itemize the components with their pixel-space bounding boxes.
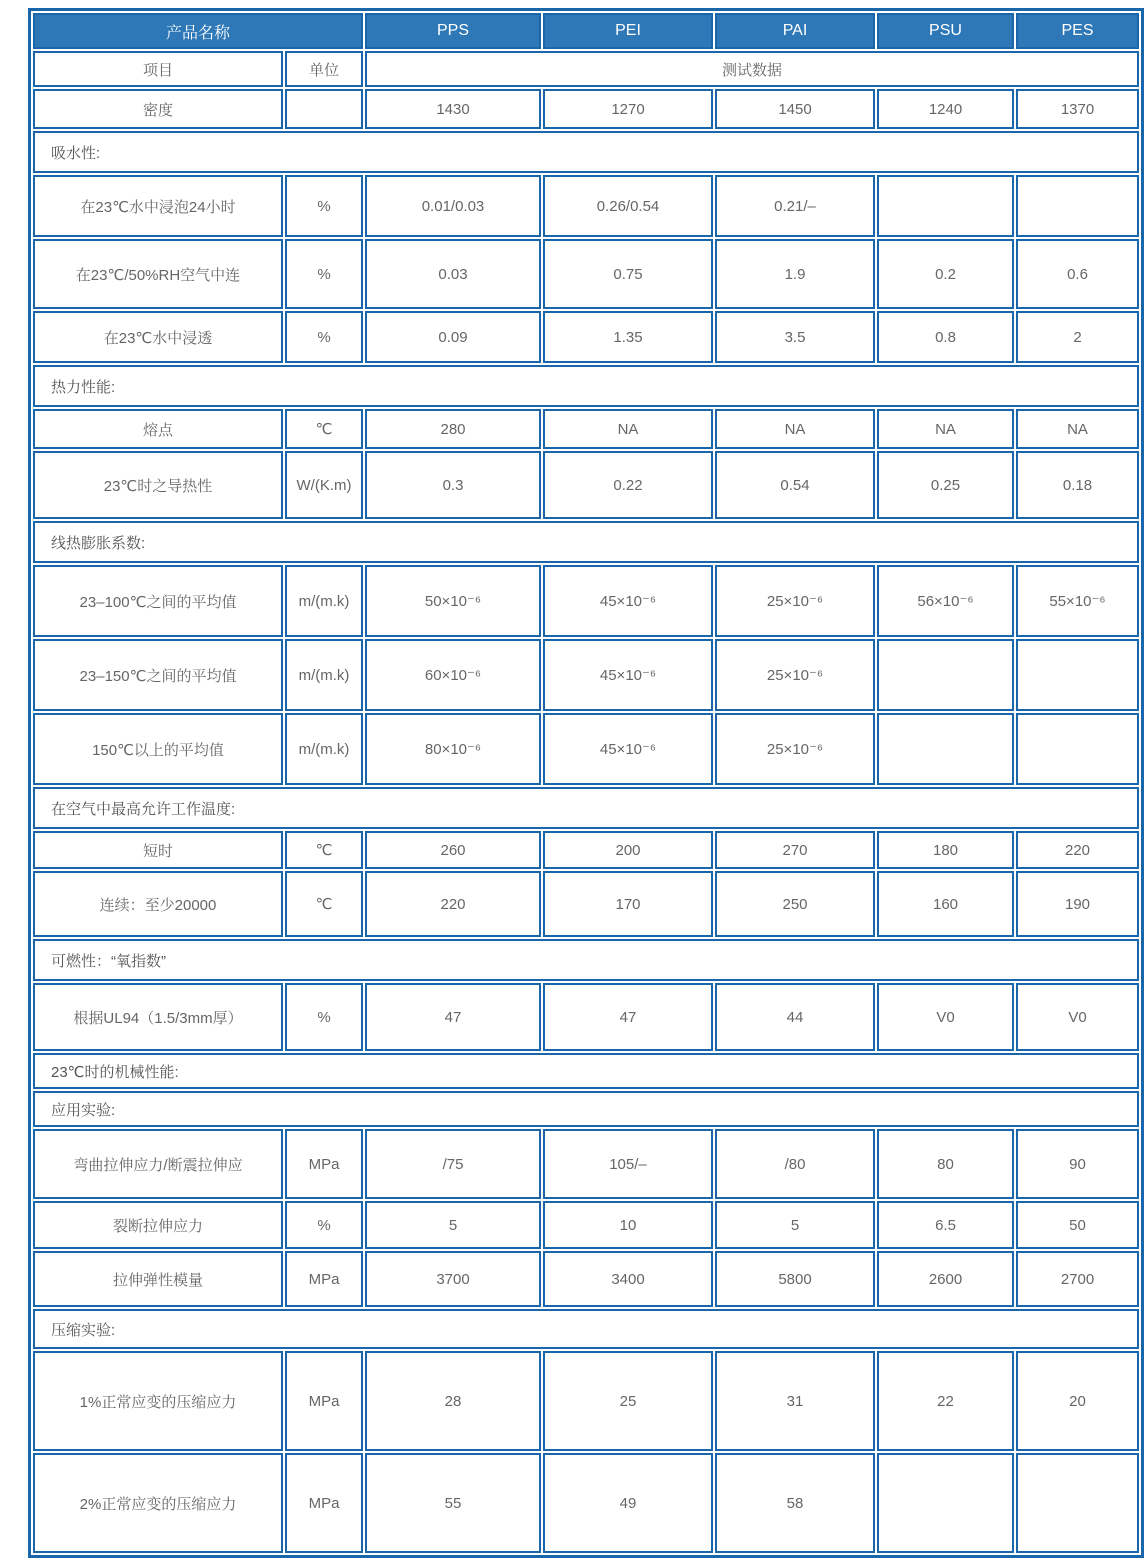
cell-value: 20 [1016,1351,1139,1451]
cell-value: 270 [715,831,875,869]
row-unit: MPa [285,1129,363,1199]
section-row [33,365,1139,407]
cell-value [877,639,1014,711]
cell-value: NA [877,409,1014,449]
cell-value: 50×10⁻⁶ [365,565,541,637]
cell-value: 3700 [365,1251,541,1307]
cell-value: 25 [543,1351,713,1451]
table-row [33,1201,1139,1249]
cell-value: 25×10⁻⁶ [715,639,875,711]
row-unit: % [285,983,363,1051]
cell-value: 0.18 [1016,451,1139,519]
cell-value: 80×10⁻⁶ [365,713,541,785]
cell-value: 47 [365,983,541,1051]
cell-value: 0.3 [365,451,541,519]
table-row [33,1129,1139,1199]
cell-value: 220 [365,871,541,937]
cell-value: 31 [715,1351,875,1451]
table-subheader-row [33,51,1139,87]
row-unit: ℃ [285,871,363,937]
cell-value: 0.2 [877,239,1014,309]
cell-value: 1.9 [715,239,875,309]
cell-value [1016,713,1139,785]
row-label: 23–100℃之间的平均值 [33,565,283,637]
row-unit: % [285,239,363,309]
cell-value: V0 [1016,983,1139,1051]
material-spec-table [28,8,1144,1558]
cell-value: 44 [715,983,875,1051]
table-row [33,239,1139,309]
row-label: 2%正常应变的压缩应力 [33,1453,283,1553]
section-label: 吸水性: [33,131,1139,173]
cell-value: 50 [1016,1201,1139,1249]
row-unit: ℃ [285,831,363,869]
cell-value: NA [543,409,713,449]
cell-value: 0.25 [877,451,1014,519]
cell-value: 55×10⁻⁶ [1016,565,1139,637]
cell-value: 3400 [543,1251,713,1307]
row-unit [285,89,363,129]
cell-value: 28 [365,1351,541,1451]
table-row [33,175,1139,237]
cell-value: 220 [1016,831,1139,869]
row-label: 连续：至少20000 [33,871,283,937]
test-data-header: 测试数据 [365,51,1139,87]
cell-value: 1370 [1016,89,1139,129]
row-label: 150℃以上的平均值 [33,713,283,785]
cell-value: /75 [365,1129,541,1199]
cell-value: 260 [365,831,541,869]
table-row [33,565,1139,637]
cell-value: 5 [365,1201,541,1249]
cell-value: 6.5 [877,1201,1014,1249]
cell-value [877,713,1014,785]
section-row [33,521,1139,563]
table-header-row [33,13,1139,49]
section-label: 线热膨胀系数: [33,521,1139,563]
cell-value: 3.5 [715,311,875,363]
cell-value: 49 [543,1453,713,1553]
cell-value: 2600 [877,1251,1014,1307]
row-label: 弯曲拉伸应力/断震拉伸应 [33,1129,283,1199]
section-label: 23℃时的机械性能: [33,1053,1139,1089]
cell-value: 280 [365,409,541,449]
section-row [33,131,1139,173]
row-unit: MPa [285,1453,363,1553]
row-unit: % [285,175,363,237]
cell-value: V0 [877,983,1014,1051]
cell-value: NA [1016,409,1139,449]
table-row [33,409,1139,449]
cell-value [877,1453,1014,1553]
row-label: 在23℃水中浸透 [33,311,283,363]
row-label: 熔点 [33,409,283,449]
row-unit: MPa [285,1351,363,1451]
cell-value: 0.75 [543,239,713,309]
cell-value [1016,175,1139,237]
column-header-pps: PPS [365,13,541,49]
cell-value: 105/– [543,1129,713,1199]
table-row [33,639,1139,711]
row-unit: m/(m.k) [285,565,363,637]
cell-value [1016,639,1139,711]
cell-value [1016,1453,1139,1553]
row-unit: % [285,311,363,363]
row-label: 23℃时之导热性 [33,451,283,519]
cell-value [877,175,1014,237]
cell-value: 5 [715,1201,875,1249]
cell-value: 10 [543,1201,713,1249]
section-label: 可燃性：“氧指数” [33,939,1139,981]
cell-value: 0.26/0.54 [543,175,713,237]
row-label: 23–150℃之间的平均值 [33,639,283,711]
cell-value: 200 [543,831,713,869]
row-label: 根据UL94（1.5/3mm厚） [33,983,283,1051]
cell-value: 0.22 [543,451,713,519]
row-unit: MPa [285,1251,363,1307]
row-label: 拉伸弹性模量 [33,1251,283,1307]
table-row [33,983,1139,1051]
row-unit: % [285,1201,363,1249]
column-header-pei: PEI [543,13,713,49]
section-row [33,1091,1139,1127]
cell-value: 250 [715,871,875,937]
cell-value: 1270 [543,89,713,129]
cell-value: 0.54 [715,451,875,519]
cell-value: 60×10⁻⁶ [365,639,541,711]
cell-value: 56×10⁻⁶ [877,565,1014,637]
cell-value: 45×10⁻⁶ [543,713,713,785]
cell-value: 80 [877,1129,1014,1199]
cell-value: 0.8 [877,311,1014,363]
table-row [33,871,1139,937]
cell-value: 190 [1016,871,1139,937]
table-row [33,713,1139,785]
table-row [33,831,1139,869]
section-row [33,1309,1139,1349]
column-header-pai: PAI [715,13,875,49]
section-row [33,939,1139,981]
cell-value: 170 [543,871,713,937]
cell-value: 180 [877,831,1014,869]
item-header: 项目 [33,51,283,87]
section-row [33,787,1139,829]
section-label: 热力性能: [33,365,1139,407]
cell-value: 47 [543,983,713,1051]
cell-value: 25×10⁻⁶ [715,713,875,785]
cell-value: 22 [877,1351,1014,1451]
cell-value: 2700 [1016,1251,1139,1307]
section-label: 应用实验: [33,1091,1139,1127]
section-label: 压缩实验: [33,1309,1139,1349]
cell-value: 45×10⁻⁶ [543,639,713,711]
table-row [33,311,1139,363]
cell-value: 0.21/– [715,175,875,237]
cell-value: 25×10⁻⁶ [715,565,875,637]
row-unit: m/(m.k) [285,639,363,711]
table-row [33,1351,1139,1451]
row-label: 短时 [33,831,283,869]
table-row [33,1453,1139,1553]
cell-value: /80 [715,1129,875,1199]
row-unit: W/(K.m) [285,451,363,519]
column-header-pes: PES [1016,13,1139,49]
table-row [33,451,1139,519]
row-unit: m/(m.k) [285,713,363,785]
cell-value: 1240 [877,89,1014,129]
row-label: 在23℃/50%RH空气中连 [33,239,283,309]
cell-value: 45×10⁻⁶ [543,565,713,637]
table-row [33,89,1139,129]
column-header-psu: PSU [877,13,1014,49]
row-label: 裂断拉伸应力 [33,1201,283,1249]
section-row [33,1053,1139,1089]
row-label: 1%正常应变的压缩应力 [33,1351,283,1451]
section-label: 在空气中最高允许工作温度: [33,787,1139,829]
cell-value: 55 [365,1453,541,1553]
cell-value: 0.01/0.03 [365,175,541,237]
unit-header: 单位 [285,51,363,87]
cell-value: 5800 [715,1251,875,1307]
row-label: 在23℃水中浸泡24小时 [33,175,283,237]
cell-value: 160 [877,871,1014,937]
product-name-header: 产品名称 [33,13,363,49]
cell-value: 2 [1016,311,1139,363]
cell-value: 1450 [715,89,875,129]
table-row [33,1251,1139,1307]
cell-value: 0.03 [365,239,541,309]
cell-value: 58 [715,1453,875,1553]
cell-value: 90 [1016,1129,1139,1199]
cell-value: 1430 [365,89,541,129]
cell-value: 0.09 [365,311,541,363]
cell-value: 1.35 [543,311,713,363]
cell-value: 0.6 [1016,239,1139,309]
row-label: 密度 [33,89,283,129]
row-unit: ℃ [285,409,363,449]
cell-value: NA [715,409,875,449]
